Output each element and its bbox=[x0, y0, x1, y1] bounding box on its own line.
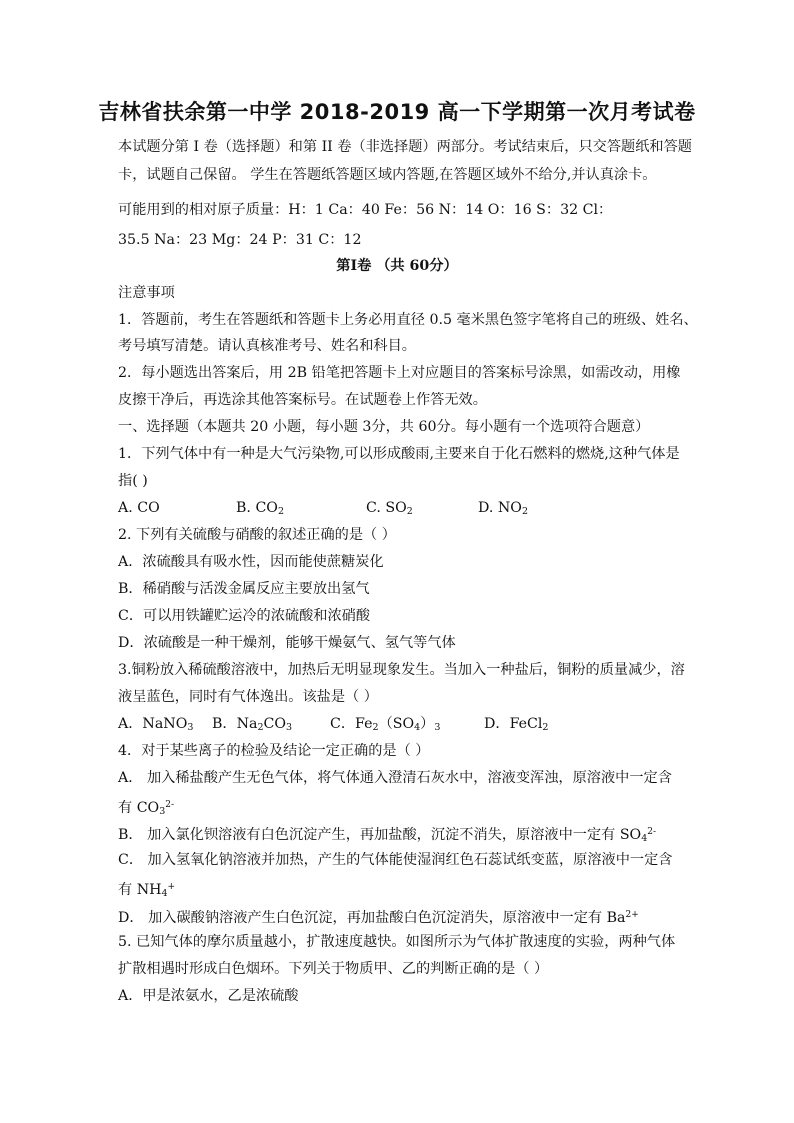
q5-stem-line-1: 5. 已知气体的摩尔质量越小，扩散速度越快。如图所示为气体扩散速度的实验，两种气体 bbox=[118, 934, 676, 950]
q3-option-b: B．$Na_2CO_3$ bbox=[212, 716, 293, 733]
q2-option-d: D．浓硫酸是一种干燥剂，能够干燥氨气、氢气等气体 bbox=[118, 635, 456, 651]
atomic-mass-line-1: 可能用到的相对原子质量：H：1 Ca：40 Fe：56 N：14 O：16 S：32 Cl： bbox=[118, 202, 613, 218]
q3-stem-line-1: 3.铜粉放入稀硫酸溶液中，加热后无明显现象发生。当加入一种盐后，铜粉的质量减少，溶 bbox=[118, 662, 685, 678]
notice-1-line-1: 1．答题前，考生在答题纸和答题卡上务必用直径 0.5 毫米黑色签字笔将自己的班级、姓名、 bbox=[118, 312, 698, 328]
q1-option-d: D. $NO_2$ bbox=[478, 500, 528, 517]
q1-option-a: A. CO bbox=[118, 500, 160, 516]
q4-stem: 4．对于某些离子的检验及结论一定正确的是（ ） bbox=[118, 743, 430, 759]
q3-stem-line-2: 液呈蓝色，同时有气体逸出。该盐是（ ） bbox=[118, 689, 378, 705]
section-header: 第Ⅰ卷 （共 60分） bbox=[336, 258, 458, 274]
q5-option-a: A．甲是浓氨水，乙是浓硫酸 bbox=[118, 988, 299, 1004]
q4-option-a-line-1: A． 加入稀盐酸产生无色气体，将气体通入澄清石灰水中，溶液变浑浊，原溶液中一定含 bbox=[118, 770, 672, 786]
q1-stem-line-1: 1．下列气体中有一种是大气污染物,可以形成酸雨,主要来自于化石燃料的燃烧,这种气体是 bbox=[118, 446, 680, 462]
q5-stem-line-2: 扩散相遇时形成白色烟环。下列关于物质甲、乙的判断正确的是（ ） bbox=[118, 961, 549, 977]
q2-option-a: A．浓硫酸具有吸水性，因而能使蔗糖炭化 bbox=[118, 554, 384, 570]
q2-stem: 2. 下列有关硫酸与硝酸的叙述正确的是（ ） bbox=[118, 527, 396, 543]
q1-option-c: C. $SO_2$ bbox=[366, 500, 413, 517]
exam-title: 吉林省扶余第一中学 2018-2019 高一下学期第一次月考试卷 bbox=[98, 100, 696, 124]
q1-option-b: B. $CO_2$ bbox=[236, 500, 284, 517]
q4-option-d: D． 加入碳酸钠溶液产生白色沉淀，再加盐酸白色沉淀消失，原溶液中一定有 $Ba^{2+}$ bbox=[118, 910, 639, 926]
atomic-mass-line-2: 35.5 Na：23 Mg：24 P：31 C：12 bbox=[118, 232, 362, 248]
intro-line-1: 本试题分第 I 卷（选择题）和第 II 卷（非选择题）两部分。考试结束后，只交答题纸和答题 bbox=[118, 139, 692, 155]
notice-1-line-2: 考号填写清楚。请认真核准考号、姓名和科目。 bbox=[118, 338, 416, 354]
q3-option-d: D．FeCl$_2$ bbox=[484, 716, 549, 733]
q2-option-b: B．稀硝酸与活泼金属反应主要放出氢气 bbox=[118, 581, 370, 597]
q4-option-c-line-2: 有 $NH_4^+$ bbox=[118, 882, 176, 899]
q3-option-c: C．$Fe_2(SO_4)_3$ bbox=[330, 716, 441, 733]
q4-option-c-line-1: C． 加入氢氧化钠溶液并加热，产生的气体能使湿润红色石蕊试纸变蓝，原溶液中一定含 bbox=[118, 852, 673, 868]
q1-stem-line-2: 指( ) bbox=[118, 473, 148, 489]
intro-line-2: 卡，试题自己保留。 学生在答题纸答题区域内答题,在答题区域外不给分,并认真涂卡。 bbox=[118, 167, 657, 183]
notice-2-line-1: 2．每小题选出答案后，用 2B 铅笔把答题卡上对应题目的答案标号涂黑，如需改动，用橡 bbox=[118, 365, 681, 381]
q3-option-a: A．NaNO$_3$ bbox=[118, 716, 194, 733]
notice-title: 注意事项 bbox=[118, 285, 175, 301]
notice-2-line-2: 皮擦干净后，再选涂其他答案标号。在试题卷上作答无效。 bbox=[118, 392, 487, 408]
q4-option-a-line-2: 有 $CO_3^{2-}$ bbox=[118, 800, 175, 817]
part-one-heading: 一、选择题（本题共 20 小题，每小题 3分，共 60分。每小题有一个选项符合题意） bbox=[118, 419, 650, 435]
q2-option-c: C．可以用铁罐贮运冷的浓硫酸和浓硝酸 bbox=[118, 608, 371, 624]
q4-option-b: B． 加入氯化钡溶液有白色沉淀产生，再加盐酸，沉淀不消失，原溶液中一定有 $SO_4^{2-}$ bbox=[118, 827, 657, 844]
